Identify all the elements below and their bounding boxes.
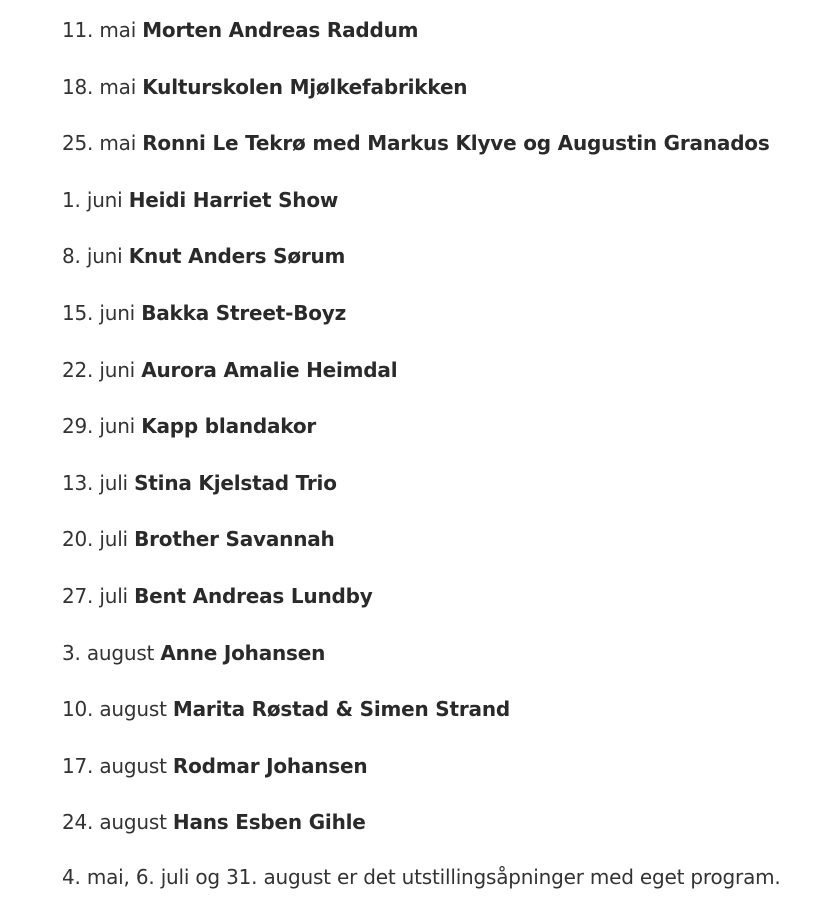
entry-artist: Bakka Street-Boyz — [141, 300, 347, 325]
entry-date: 24. august — [62, 810, 167, 835]
entry-date: 18. mai — [62, 74, 137, 99]
entry-artist: Rodmar Johansen — [172, 753, 368, 778]
schedule-entry — [62, 127, 832, 184]
entry-date: 27. juli — [62, 583, 128, 608]
entry-date: 1. juni — [62, 187, 123, 212]
schedule-entry — [62, 580, 832, 637]
entry-artist: Brother Savannah — [134, 527, 335, 552]
entry-artist: Heidi Harriet Show — [128, 187, 339, 212]
schedule-entry — [62, 637, 832, 694]
schedule-entry — [62, 523, 832, 580]
schedule-entry — [62, 71, 832, 128]
entry-date: 15. juni — [62, 300, 136, 325]
schedule-entry — [62, 750, 832, 807]
schedule-entry — [62, 184, 832, 241]
schedule-entry — [62, 297, 832, 354]
entry-date: 25. mai — [62, 131, 137, 156]
entry-artist: Anne Johansen — [160, 640, 326, 665]
schedule-entry — [62, 354, 832, 411]
entry-artist: Stina Kjelstad Trio — [134, 470, 337, 495]
concert-schedule — [62, 14, 832, 863]
schedule-entry — [62, 240, 832, 297]
entry-date: 11. mai — [62, 18, 137, 42]
entry-artist: Hans Esben Gihle — [172, 810, 366, 835]
entry-artist: Ronni Le Tekrø med Markus Klyve og Augustin Granados — [142, 131, 770, 156]
schedule-entry — [62, 806, 832, 863]
entry-artist: Morten Andreas Raddum — [142, 18, 419, 42]
footer-note: 4. mai, 6. juli og 31. august er det utstillingsåpninger med eget program. — [62, 865, 781, 889]
entry-artist: Knut Anders Sørum — [128, 244, 346, 269]
entry-artist: Aurora Amalie Heimdal — [141, 357, 398, 382]
entry-date: 17. august — [62, 753, 167, 778]
entry-date: 20. juli — [62, 527, 128, 552]
schedule-entry — [62, 467, 832, 524]
entry-artist: Bent Andreas Lundby — [134, 583, 373, 608]
entry-date: 8. juni — [62, 244, 123, 269]
entry-date: 29. juni — [62, 414, 136, 439]
schedule-entry — [62, 693, 832, 750]
entry-artist: Kulturskolen Mjølkefabrikken — [142, 74, 468, 99]
schedule-entry — [62, 410, 832, 467]
entry-artist: Marita Røstad & Simen Strand — [172, 697, 510, 722]
entry-date: 3. august — [62, 640, 155, 665]
entry-date: 22. juni — [62, 357, 136, 382]
schedule-entry — [62, 14, 832, 71]
entry-date: 13. juli — [62, 470, 128, 495]
entry-date: 10. august — [62, 697, 167, 722]
entry-artist: Kapp blandakor — [141, 414, 317, 439]
